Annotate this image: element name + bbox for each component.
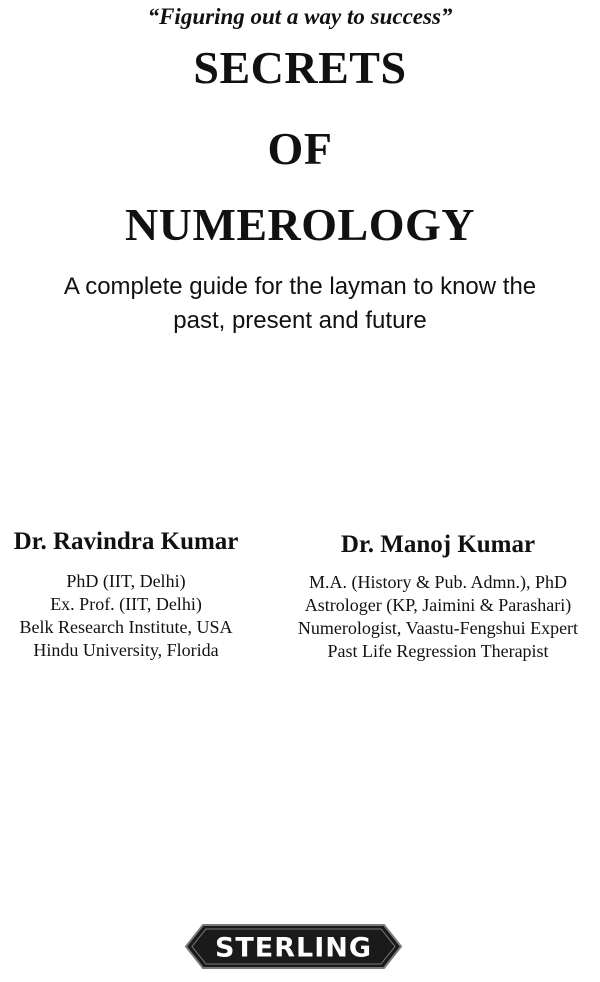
credential-line: Belk Research Institute, USA [19, 617, 233, 637]
credential-line: PhD (IIT, Delhi) [66, 571, 186, 591]
credential-line: Past Life Regression Therapist [327, 641, 549, 661]
author-name: Dr. Manoj Kumar [340, 531, 536, 558]
subtitle [20, 270, 580, 338]
sterling-publisher-logo [183, 921, 404, 972]
title-line-2: OF [267, 123, 333, 174]
title-line-3: NUMEROLOGY [125, 199, 475, 250]
subtitle-line-2: past, present and future [173, 307, 427, 334]
author-name: Dr. Ravindra Kumar [13, 528, 239, 555]
author-block-manoj-kumar [270, 526, 600, 663]
author-credentials [270, 571, 600, 663]
author-block-ravindra-kumar [0, 526, 252, 662]
logo-wordmark: STERLING [214, 932, 373, 964]
credential-line: Hindu University, Florida [33, 640, 219, 660]
title-line-1: SECRETS [193, 42, 407, 93]
credential-line: Astrologer (KP, Jaimini & Parashari) [304, 595, 572, 615]
credential-line: Ex. Prof. (IIT, Delhi) [50, 594, 202, 614]
subtitle-line-1: A complete guide for the layman to know the [63, 273, 537, 300]
author-credentials [0, 570, 252, 662]
credential-line: M.A. (History & Pub. Admn.), PhD [308, 572, 568, 592]
credential-line: Numerologist, Vaastu-Fengshui Expert [297, 618, 579, 638]
tagline: “Figuring out a way to success” [147, 4, 453, 29]
